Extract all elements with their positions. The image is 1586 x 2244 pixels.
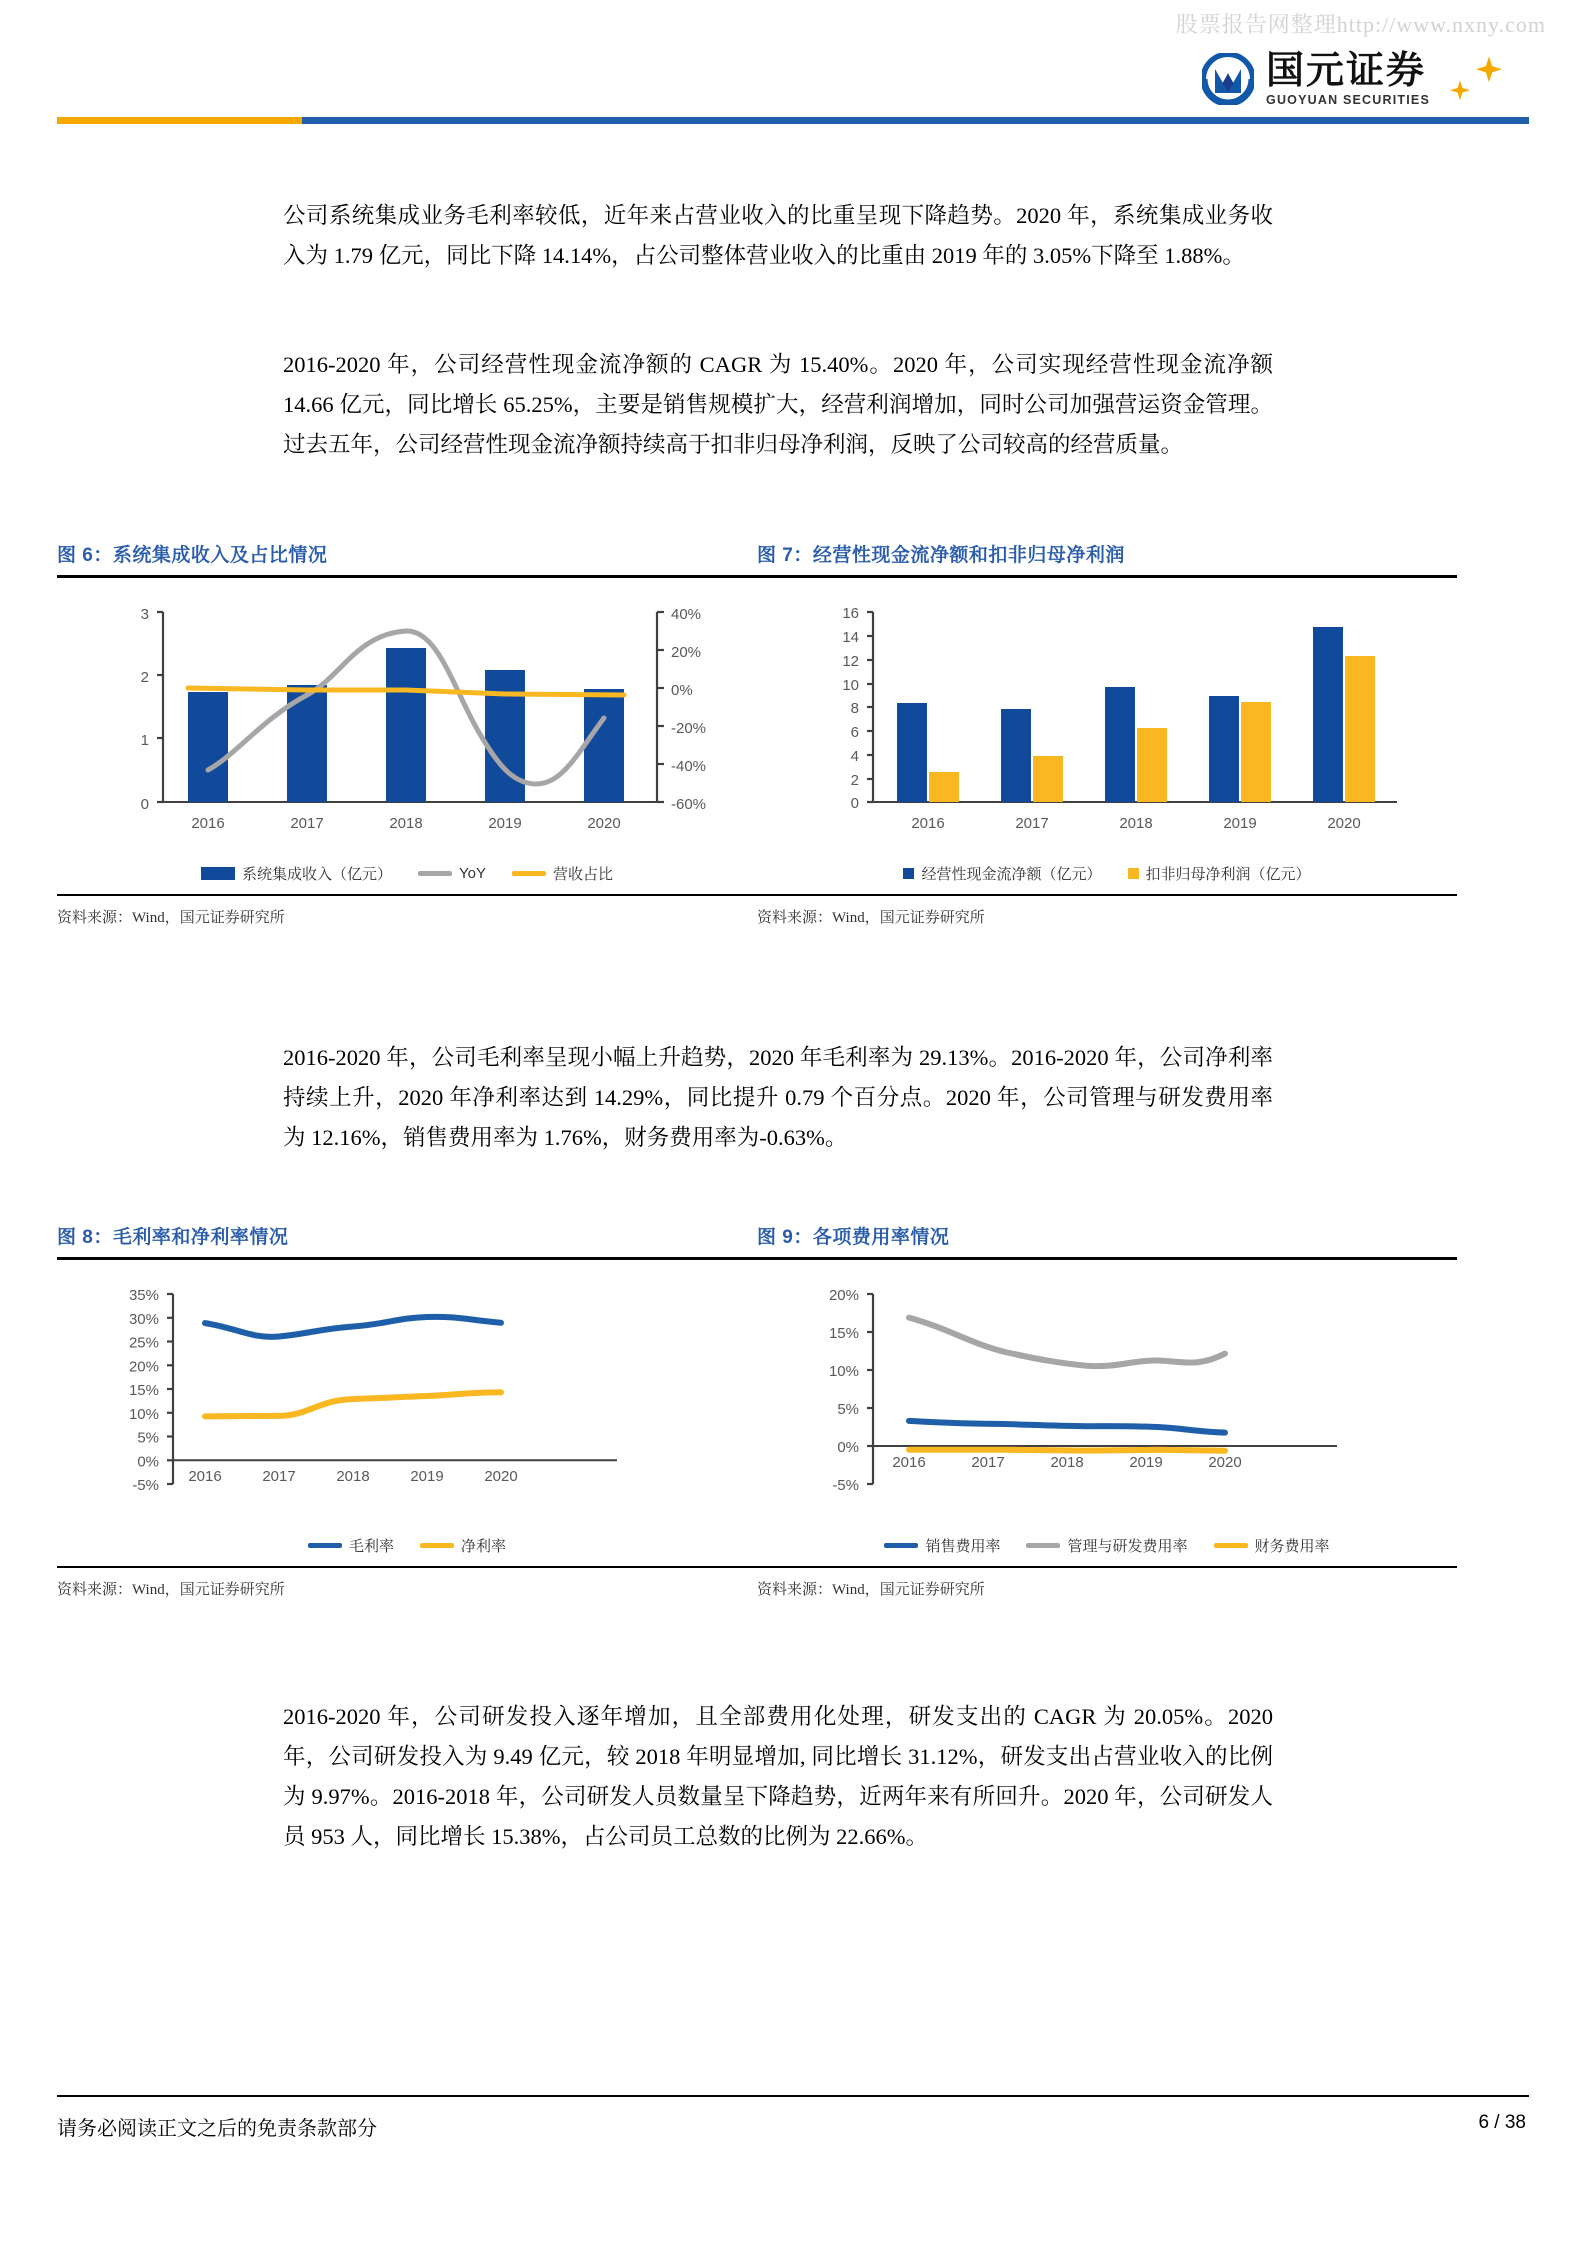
figure-8-body bbox=[57, 1260, 757, 1568]
legend-item-operating-cashflow bbox=[903, 863, 1101, 884]
svg-text:0%: 0% bbox=[671, 681, 693, 699]
figure-8-chart bbox=[57, 1276, 757, 1526]
svg-text:-60%: -60% bbox=[671, 795, 707, 813]
paragraph-1: 公司系统集成业务毛利率较低，近年来占营业收入的比重呈现下降趋势。2020 年，系统集成业务收入为 1.79 亿元，同比下降 14.14%，占公司整体营业收入的比重由 2019 年的 3.05%下降至 1.88%。 bbox=[283, 203, 1273, 268]
svg-text:2016: 2016 bbox=[911, 814, 945, 832]
svg-text:10: 10 bbox=[842, 676, 859, 694]
svg-text:3: 3 bbox=[140, 605, 149, 623]
paragraph-2: 2016-2020 年，公司经营性现金流净额的 CAGR 为 15.40%。2020 年，公司实现经营性现金流净额 14.66 亿元，同比增长 65.25%，主要是销售规模扩大，经营利润增加，同时公司加强营运资金管理。过去五年，公司经营性现金流净额持续高于扣非归母净利润，反映了公司较高的经营质量。 bbox=[283, 352, 1273, 457]
figure-7 bbox=[757, 540, 1457, 927]
legend-label-integration-revenue: 系统集成收入（亿元） bbox=[241, 866, 392, 883]
svg-text:2017: 2017 bbox=[262, 1467, 296, 1485]
figure-9-body bbox=[757, 1260, 1457, 1568]
svg-text:10%: 10% bbox=[828, 1362, 859, 1380]
legend-swatch-square-blue bbox=[903, 868, 914, 879]
svg-text:20%: 20% bbox=[828, 1286, 859, 1304]
legend-swatch-bar-blue bbox=[201, 867, 235, 880]
svg-text:5%: 5% bbox=[837, 1400, 859, 1418]
legend-swatch-square-yellow bbox=[1128, 868, 1139, 879]
legend-swatch-line-blue bbox=[308, 1543, 342, 1548]
svg-text:2018: 2018 bbox=[1050, 1453, 1084, 1471]
figure-8-legend bbox=[57, 1535, 757, 1556]
footer-divider bbox=[57, 2095, 1529, 2097]
svg-text:-5%: -5% bbox=[132, 1476, 159, 1494]
svg-text:-40%: -40% bbox=[671, 757, 707, 775]
svg-text:2020: 2020 bbox=[587, 814, 621, 832]
header-divider-yellow bbox=[57, 117, 302, 124]
legend-swatch-line-blue-2 bbox=[884, 1543, 918, 1548]
legend-label-yoy: YoY bbox=[459, 864, 486, 882]
sparkle-icon bbox=[1446, 54, 1502, 104]
svg-text:-20%: -20% bbox=[671, 719, 707, 737]
svg-text:0%: 0% bbox=[137, 1452, 159, 1470]
svg-text:15%: 15% bbox=[128, 1381, 159, 1399]
svg-text:35%: 35% bbox=[128, 1286, 159, 1304]
svg-text:2016: 2016 bbox=[188, 1467, 222, 1485]
figure-8-source: 资料来源：Wind，国元证券研究所 bbox=[57, 1581, 285, 1598]
legend-item-gross-margin bbox=[308, 1535, 394, 1556]
svg-text:2020: 2020 bbox=[1208, 1453, 1242, 1471]
figure-7-source: 资料来源：Wind，国元证券研究所 bbox=[757, 909, 985, 926]
paragraph-4: 2016-2020 年，公司研发投入逐年增加，且全部费用化处理，研发支出的 CAGR 为 20.05%。2020 年，公司研发投入为 9.49 亿元，较 2018 年明显增加, 同比增长 31.12%，研发支出占营业收入的比例为 9.97%。2016-2018 年，公司研发人员数量呈下降趋势，近两年来有所回升。2020 年，公司研发人员 953 人，同比增长 15.38%，占公司员工总数的比例为 22.66%。 bbox=[283, 1704, 1273, 1849]
figure-9-chart bbox=[757, 1276, 1457, 1526]
figure-6-title: 图 6：系统集成收入及占比情况 bbox=[57, 545, 328, 566]
svg-text:2017: 2017 bbox=[971, 1453, 1005, 1471]
figure-6-chart bbox=[57, 594, 757, 854]
svg-text:2019: 2019 bbox=[488, 814, 522, 832]
watermark-text: 股票报告网整理http://www.nxny.com bbox=[1175, 12, 1546, 37]
legend-item-net-profit bbox=[1128, 863, 1311, 884]
svg-text:-5%: -5% bbox=[832, 1476, 859, 1494]
svg-text:2019: 2019 bbox=[1223, 814, 1257, 832]
figure-8 bbox=[57, 1222, 757, 1599]
svg-text:15%: 15% bbox=[828, 1324, 859, 1342]
legend-item-selling-expense-ratio bbox=[884, 1535, 1000, 1556]
legend-label-gross-margin: 毛利率 bbox=[348, 1538, 394, 1555]
svg-text:2019: 2019 bbox=[1129, 1453, 1163, 1471]
footer-page-number: 6 / 38 bbox=[1478, 2112, 1526, 2133]
figure-8-title: 图 8：毛利率和净利率情况 bbox=[57, 1227, 289, 1248]
figure-7-body bbox=[757, 578, 1457, 896]
svg-text:20%: 20% bbox=[128, 1357, 159, 1375]
paragraph-block-4 bbox=[283, 1697, 1273, 1857]
paragraph-block-3 bbox=[283, 1038, 1273, 1158]
legend-item-financial-expense-ratio bbox=[1214, 1535, 1330, 1556]
svg-text:2: 2 bbox=[850, 771, 859, 789]
brand-name-en: GUOYUAN SECURITIES bbox=[1266, 93, 1430, 107]
legend-label-net-margin: 净利率 bbox=[461, 1538, 507, 1555]
paragraph-3: 2016-2020 年，公司毛利率呈现小幅上升趋势，2020 年毛利率为 29.13%。2016-2020 年，公司净利率持续上升，2020 年净利率达到 14.29%，同比提升 0.79 个百分点。2020 年，公司管理与研发费用率为 12.16%，销售费用率为 1.76%，财务费用率为-0.63%。 bbox=[283, 1045, 1273, 1150]
svg-text:2020: 2020 bbox=[484, 1467, 518, 1485]
figure-9-title: 图 9：各项费用率情况 bbox=[757, 1227, 950, 1248]
figure-6-body bbox=[57, 578, 757, 896]
figure-6 bbox=[57, 540, 757, 927]
svg-text:2019: 2019 bbox=[410, 1467, 444, 1485]
legend-swatch-line-yellow bbox=[512, 871, 546, 876]
svg-text:14: 14 bbox=[842, 628, 859, 646]
legend-swatch-line-yellow-3 bbox=[1214, 1543, 1248, 1548]
svg-text:20%: 20% bbox=[671, 643, 702, 661]
figure-7-title: 图 7：经营性现金流净额和扣非归母净利润 bbox=[757, 545, 1125, 566]
svg-text:25%: 25% bbox=[128, 1334, 159, 1351]
svg-text:2017: 2017 bbox=[290, 814, 324, 832]
legend-swatch-line-gray bbox=[418, 871, 452, 876]
svg-text:2: 2 bbox=[140, 668, 149, 686]
figure-6-source: 资料来源：Wind，国元证券研究所 bbox=[57, 909, 285, 926]
figure-9-legend bbox=[757, 1535, 1457, 1556]
svg-text:5%: 5% bbox=[137, 1429, 159, 1446]
legend-item-admin-rd-expense-ratio bbox=[1026, 1535, 1187, 1556]
legend-label-admin-rd-expense-ratio: 管理与研发费用率 bbox=[1067, 1538, 1188, 1555]
legend-item-revenue-share bbox=[512, 863, 613, 884]
svg-text:2016: 2016 bbox=[191, 814, 225, 832]
figure-6-legend bbox=[57, 863, 757, 884]
legend-item-integration-revenue bbox=[201, 863, 392, 884]
figure-7-chart bbox=[757, 594, 1457, 854]
paragraph-block-2 bbox=[283, 345, 1273, 465]
svg-text:2018: 2018 bbox=[389, 814, 423, 832]
guoyuan-emblem-icon bbox=[1202, 53, 1254, 105]
svg-text:2017: 2017 bbox=[1015, 814, 1049, 832]
header-divider-blue bbox=[302, 117, 1529, 124]
svg-text:8: 8 bbox=[850, 699, 859, 717]
figure-9 bbox=[757, 1222, 1457, 1599]
brand-name-cn: 国元证券 bbox=[1266, 50, 1427, 92]
svg-text:2016: 2016 bbox=[892, 1453, 926, 1471]
svg-text:2020: 2020 bbox=[1327, 814, 1361, 832]
brand-logo bbox=[1202, 52, 1502, 107]
svg-text:0%: 0% bbox=[837, 1438, 859, 1456]
svg-text:30%: 30% bbox=[128, 1310, 159, 1328]
svg-text:12: 12 bbox=[842, 652, 859, 670]
svg-text:6: 6 bbox=[850, 723, 859, 741]
svg-text:0: 0 bbox=[140, 795, 149, 813]
footer-disclaimer: 请务必阅读正文之后的免责条款部分 bbox=[57, 2118, 377, 2140]
legend-label-operating-cashflow: 经营性现金流净额（亿元） bbox=[921, 866, 1102, 883]
svg-text:1: 1 bbox=[140, 731, 149, 749]
legend-label-revenue-share: 营收占比 bbox=[552, 866, 613, 883]
legend-swatch-line-yellow-2 bbox=[420, 1543, 454, 1548]
header-divider bbox=[57, 117, 1529, 124]
svg-text:16: 16 bbox=[842, 604, 859, 622]
brand-wordmark bbox=[1266, 52, 1430, 107]
legend-label-financial-expense-ratio: 财务费用率 bbox=[1254, 1538, 1330, 1555]
paragraph-block-1 bbox=[283, 196, 1273, 276]
legend-item-net-margin bbox=[420, 1535, 506, 1556]
figure-9-source: 资料来源：Wind，国元证券研究所 bbox=[757, 1581, 985, 1598]
legend-label-net-profit: 扣非归母净利润（亿元） bbox=[1145, 866, 1311, 883]
svg-text:4: 4 bbox=[850, 747, 859, 765]
svg-text:2018: 2018 bbox=[1119, 814, 1153, 832]
svg-text:10%: 10% bbox=[128, 1405, 159, 1423]
svg-text:0: 0 bbox=[850, 794, 859, 812]
legend-item-yoy bbox=[418, 865, 486, 882]
svg-text:40%: 40% bbox=[671, 605, 702, 623]
legend-label-selling-expense-ratio: 销售费用率 bbox=[925, 1538, 1001, 1555]
svg-text:2018: 2018 bbox=[336, 1467, 370, 1485]
figure-7-legend bbox=[757, 863, 1457, 884]
legend-swatch-line-gray-2 bbox=[1026, 1543, 1060, 1548]
